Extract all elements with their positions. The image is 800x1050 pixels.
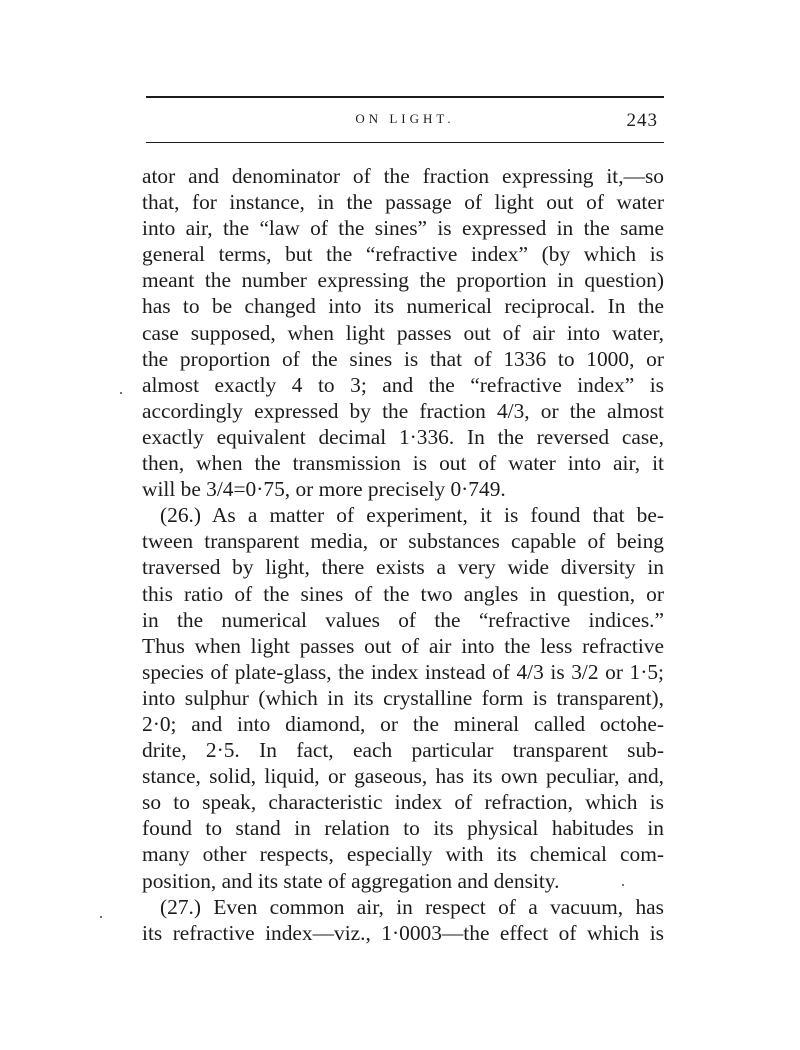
page-number: 243 bbox=[626, 110, 658, 131]
text-line: stance, solid, liquid, or gaseous, has its own peculiar, and, bbox=[142, 764, 664, 789]
speck bbox=[622, 884, 624, 886]
header-bottom-rule bbox=[146, 142, 664, 143]
text-line: drite, 2·5. In fact, each particular transparent sub- bbox=[142, 738, 664, 763]
text-line: traversed by light, there exists a very wide diversity in bbox=[142, 555, 664, 580]
text-line: this ratio of the sines of the two angles in question, or bbox=[142, 581, 664, 606]
text-line: tween transparent media, or substances capable of being bbox=[142, 529, 664, 554]
text-line: into air, the “law of the sines” is expressed in the same bbox=[142, 216, 664, 241]
text-line: 2·0; and into diamond, or the mineral called octohe- bbox=[142, 711, 664, 736]
text-line: Thus when light passes out of air into the less refractive bbox=[142, 633, 664, 658]
text-line: the proportion of the sines is that of 1336 to 1000, or bbox=[142, 346, 664, 371]
text-line: ator and denominator of the fraction expressing it,—so bbox=[142, 164, 664, 188]
text-line: will be 3/4=0·75, or more precisely 0·749. bbox=[142, 477, 506, 502]
paragraph-26-start: (26.) As a matter of experiment, it is found that be- bbox=[160, 503, 664, 528]
text-line: exactly equivalent decimal 1·336. In the reversed case, bbox=[142, 424, 664, 449]
text-line: in the numerical values of the “refractive indices.” bbox=[142, 607, 664, 632]
speck bbox=[100, 916, 102, 918]
text-line: has to be changed into its numerical reciprocal. In the bbox=[142, 294, 664, 319]
text-line: meant the number expressing the proportion in question) bbox=[142, 268, 664, 293]
running-title: ON LIGHT. bbox=[355, 111, 455, 126]
text-line: found to stand in relation to its physical habitudes in bbox=[142, 816, 664, 841]
text-line: general terms, but the “refractive index” (by which is bbox=[142, 242, 664, 267]
body-text bbox=[142, 163, 664, 946]
text-line: many other respects, especially with its chemical com- bbox=[142, 842, 664, 867]
text-line: its refractive index—viz., 1·0003—the effect of which is bbox=[142, 920, 664, 945]
header-top-rule bbox=[146, 96, 664, 98]
text-line: accordingly expressed by the fraction 4/3, or the almost bbox=[142, 398, 664, 423]
text-line: so to speak, characteristic index of refraction, which is bbox=[142, 790, 664, 815]
text-line: position, and its state of aggregation and density. bbox=[142, 868, 560, 893]
paragraph-27-start: (27.) Even common air, in respect of a vacuum, has bbox=[160, 894, 664, 919]
text-line: into sulphur (which in its crystalline form is transparent), bbox=[142, 685, 664, 710]
text-line: then, when the transmission is out of water into air, it bbox=[142, 451, 664, 476]
text-line: almost exactly 4 to 3; and the “refractive index” is bbox=[142, 372, 664, 397]
text-line: case supposed, when light passes out of air into water, bbox=[142, 320, 664, 345]
speck bbox=[120, 392, 122, 394]
text-line: species of plate-glass, the index instead of 4/3 is 3/2 or 1·5; bbox=[142, 659, 664, 684]
text-line: that, for instance, in the passage of light out of water bbox=[142, 190, 664, 215]
